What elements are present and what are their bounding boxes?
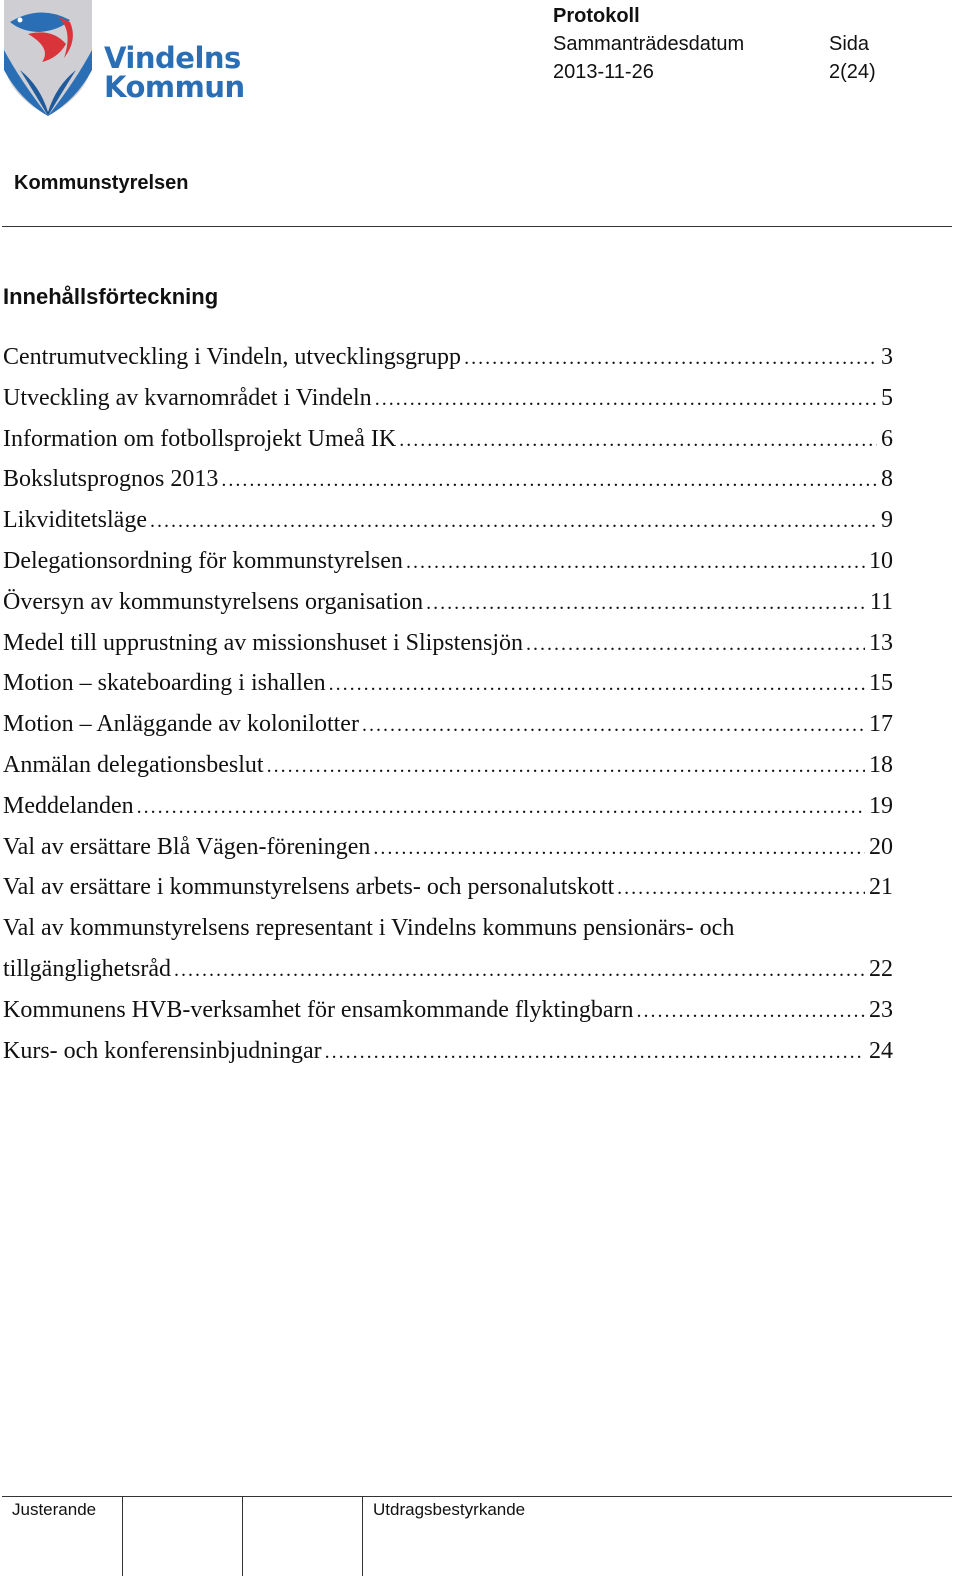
toc-entry[interactable] xyxy=(3,663,893,704)
header-divider xyxy=(2,226,952,227)
toc-leader-dots xyxy=(399,420,877,461)
toc-entry-label: Utveckling av kvarnområdet i Vindeln xyxy=(3,384,372,411)
toc-entry-label: Motion – Anläggande av kolonilotter xyxy=(3,711,359,738)
toc-entry[interactable] xyxy=(3,582,893,623)
toc-entry-page: 22 xyxy=(869,955,893,982)
toc-entry[interactable] xyxy=(3,541,893,582)
toc-entry[interactable] xyxy=(3,827,893,868)
toc-entry[interactable] xyxy=(3,337,893,378)
logo-line-1: Vindelns xyxy=(104,41,241,75)
toc-entry[interactable] xyxy=(3,623,893,664)
toc-entry[interactable] xyxy=(3,949,893,990)
toc-entry-label-line-1: Val av kommunstyrelsens representant i Vindelns kommuns pensionärs- och xyxy=(3,915,735,942)
toc-entry-page: 17 xyxy=(869,711,893,738)
municipality-logo xyxy=(0,0,250,118)
logo-wordmark xyxy=(104,41,245,104)
toc-entry-label: Information om fotbollsprojekt Umeå IK xyxy=(3,425,397,452)
organization-name: Kommunstyrelsen xyxy=(14,172,189,194)
toc-leader-dots xyxy=(373,828,865,869)
page-label: Sida xyxy=(829,33,870,55)
toc-entry-page: 19 xyxy=(869,792,893,819)
toc-entry[interactable] xyxy=(3,500,893,541)
toc-entry-page: 21 xyxy=(869,874,893,901)
toc-entry-label: Kurs- och konferensinbjudningar xyxy=(3,1037,322,1064)
toc-leader-dots xyxy=(329,664,865,705)
toc-entry-page: 15 xyxy=(869,670,893,697)
toc-entry-page: 10 xyxy=(869,547,893,574)
justerande-label: Justerande xyxy=(12,1500,97,1519)
toc-entry-page: 5 xyxy=(881,384,893,411)
toc-entry-page: 18 xyxy=(869,751,893,778)
coat-of-arms-icon xyxy=(0,0,100,118)
utdragsbestyrkande-label: Utdragsbestyrkande xyxy=(373,1500,526,1519)
toc-entry[interactable] xyxy=(3,867,893,908)
toc-entry-page: 8 xyxy=(881,466,893,493)
toc-entry-page: 20 xyxy=(869,833,893,860)
meeting-date: 2013-11-26 xyxy=(553,61,654,83)
toc-leader-dots xyxy=(617,868,865,909)
toc-entry-page: 11 xyxy=(869,588,893,615)
toc-entry-label: Översyn av kommunstyrelsens organisation xyxy=(3,588,424,615)
toc-entry-label: Kommunens HVB-verksamhet för ensamkommande flyktingbarn xyxy=(3,996,634,1023)
toc-leader-dots xyxy=(325,1032,865,1073)
toc-entry-label: Medel till upprustning av missionshuset i Slipstensjön xyxy=(3,629,524,656)
footer-cell-border xyxy=(362,1496,363,1576)
footer-divider xyxy=(2,1496,952,1497)
footer-cell-border xyxy=(122,1496,123,1576)
page-number: 2(24) xyxy=(829,61,876,83)
toc-heading: Innehållsförteckning xyxy=(3,284,219,309)
toc-leader-dots xyxy=(362,705,865,746)
document-type: Protokoll xyxy=(553,5,640,27)
toc-leader-dots xyxy=(464,338,877,379)
toc-entry-page: 9 xyxy=(881,507,893,534)
toc-leader-dots xyxy=(137,787,865,828)
toc-leader-dots xyxy=(221,460,877,501)
toc-entry-wrapped-line[interactable] xyxy=(3,908,893,949)
meeting-date-label: Sammanträdesdatum xyxy=(553,33,745,55)
toc-entry[interactable] xyxy=(3,745,893,786)
table-of-contents xyxy=(3,337,893,1071)
logo-line-2: Kommun xyxy=(104,70,245,104)
toc-leader-dots xyxy=(426,583,866,624)
toc-entry-label: Val av ersättare i kommunstyrelsens arbets- och personalutskott xyxy=(3,874,615,901)
toc-leader-dots xyxy=(375,379,877,420)
toc-entry-label: tillgänglighetsråd xyxy=(3,955,171,982)
toc-entry[interactable] xyxy=(3,990,893,1031)
toc-leader-dots xyxy=(267,746,865,787)
toc-entry-label: Bokslutsprognos 2013 xyxy=(3,466,219,493)
toc-entry-page: 24 xyxy=(869,1037,893,1064)
toc-leader-dots xyxy=(406,542,865,583)
toc-entry[interactable] xyxy=(3,378,893,419)
toc-leader-dots xyxy=(150,501,877,542)
toc-entry-page: 23 xyxy=(869,996,893,1023)
toc-entry-label: Centrumutveckling i Vindeln, utvecklingsgrupp xyxy=(3,344,462,370)
toc-leader-dots xyxy=(637,991,865,1032)
toc-entry-page: 6 xyxy=(881,425,893,452)
toc-leader-dots xyxy=(526,624,865,665)
toc-entry-label: Val av ersättare Blå Vägen-föreningen xyxy=(3,833,371,860)
toc-entry[interactable] xyxy=(3,1031,893,1072)
footer-cell-border xyxy=(242,1496,243,1576)
toc-entry-page: 3 xyxy=(881,344,893,370)
toc-entry-label: Likviditetsläge xyxy=(3,507,147,534)
toc-entry[interactable] xyxy=(3,459,893,500)
toc-entry-label: Delegationsordning för kommunstyrelsen xyxy=(3,547,403,574)
toc-entry-label: Anmälan delegationsbeslut xyxy=(3,751,264,778)
toc-entry-label: Motion – skateboarding i ishallen xyxy=(3,670,326,697)
toc-entry-page: 13 xyxy=(869,629,893,656)
toc-entry-label: Meddelanden xyxy=(3,792,134,819)
toc-leader-dots xyxy=(174,950,865,991)
toc-entry[interactable] xyxy=(3,786,893,827)
toc-entry[interactable] xyxy=(3,419,893,460)
toc-entry[interactable] xyxy=(3,704,893,745)
